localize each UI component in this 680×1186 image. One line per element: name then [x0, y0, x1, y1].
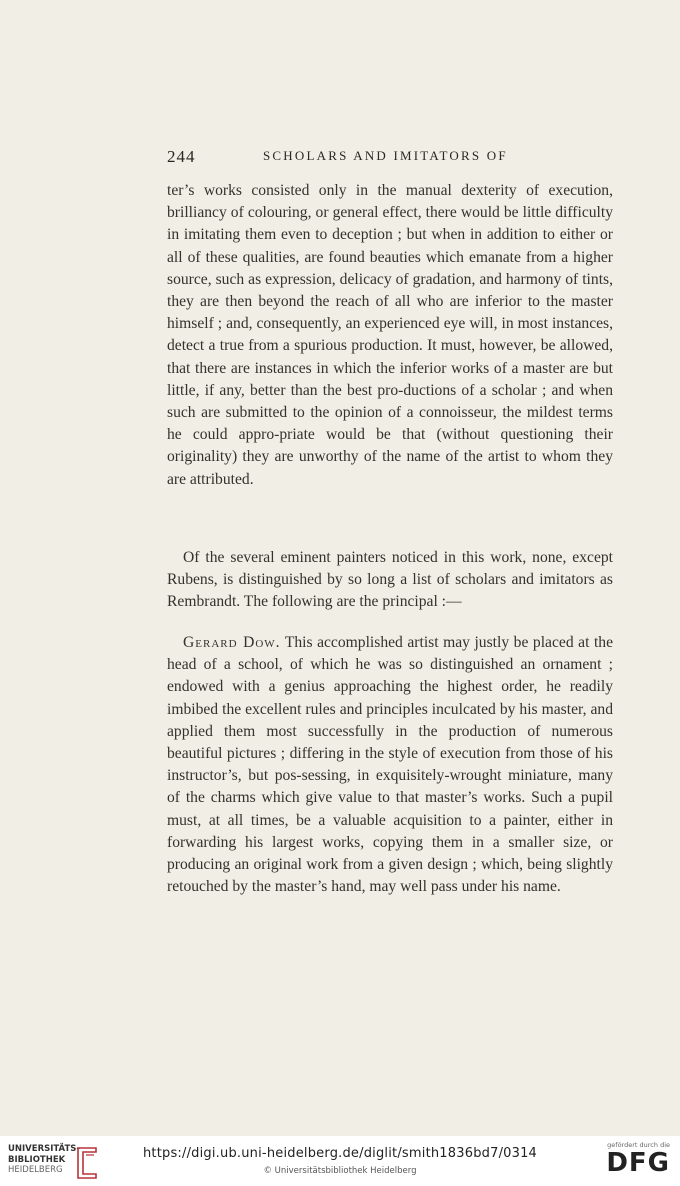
section-heading-gerard-dow: Gerard Dow. — [183, 634, 281, 651]
dfg-funding-logo[interactable] — [598, 1141, 670, 1176]
dfg-wordmark: DFG — [606, 1148, 670, 1178]
page-number: 244 — [167, 147, 196, 166]
paragraph-text: ter’s works consisted only in the manual dexterity of execution, brilliancy of colouring, or general effect, there would be little difficulty in imitating them even to deception ; but when in addition to either or all of these qualities, are found beauties which emanate from a higher source, such as expression, delicacy of gradation, and harmony of tints, they are then beyond the reach of all who are inferior to the master himself ; and, consequently, an experienced eye will, in most instances, detect a true from a spurious production. It must, however, be allowed, that there are instances in which the inferior works of a master are but little, if any, better than the best pro-ductions of a scholar ; and when such are submitted to the opinion of a connoisseur, the mildest terms he could appro-priate would be that (without questioning their originality) they are unworthy of the name of the artist to whom they are attributed. — [167, 182, 613, 488]
copyright-notice: © Universitätsbibliothek Heidelberg — [263, 1166, 417, 1176]
logo-line-1: UNIVERSITÄTS- — [8, 1144, 80, 1154]
body-paragraph-2 — [167, 547, 613, 614]
paragraph-text: Of the several eminent painters noticed in this work, none, except Rubens, is distinguished by so long a list of scholars and imitators as Rembrandt. The following are the principal :— — [167, 549, 613, 611]
paragraph-text: This accomplished artist may justly be placed at the head of a school, of which he was so distinguished an ornament ; endowed with a genius approaching the highest order, he readily imbibed the excellent rules and principles inculcated by his master, and applied them most successfully in the production of numerous beautiful pictures ; differing in the style of execution from those of his instructor’s, but pos-sessing, in exquisitely-wrought miniature, many of the charms which give value to that master’s works. Such a pupil must, at all times, be a valuable acquisition to a painter, either in forwarding his largest works, copying them in a smaller size, or producing an original work from a given design ; which, being slightly retouched by the master’s hand, may well pass under his name. — [167, 634, 613, 896]
viewer-footer — [0, 1136, 680, 1186]
logo-line-3: HEIDELBERG — [8, 1165, 63, 1175]
funding-note: gefördert durch die — [607, 1141, 670, 1149]
body-paragraph-3 — [167, 632, 613, 898]
permalink-url[interactable]: https://digi.ub.uni-heidelberg.de/diglit/smith1836bd7/0314 — [142, 1146, 538, 1161]
paragraph-container — [167, 632, 613, 898]
running-title: SCHOLARS AND IMITATORS OF — [263, 148, 508, 163]
logo-line-2: BIBLIOTHEK — [8, 1154, 66, 1165]
body-paragraph-1 — [167, 180, 613, 491]
